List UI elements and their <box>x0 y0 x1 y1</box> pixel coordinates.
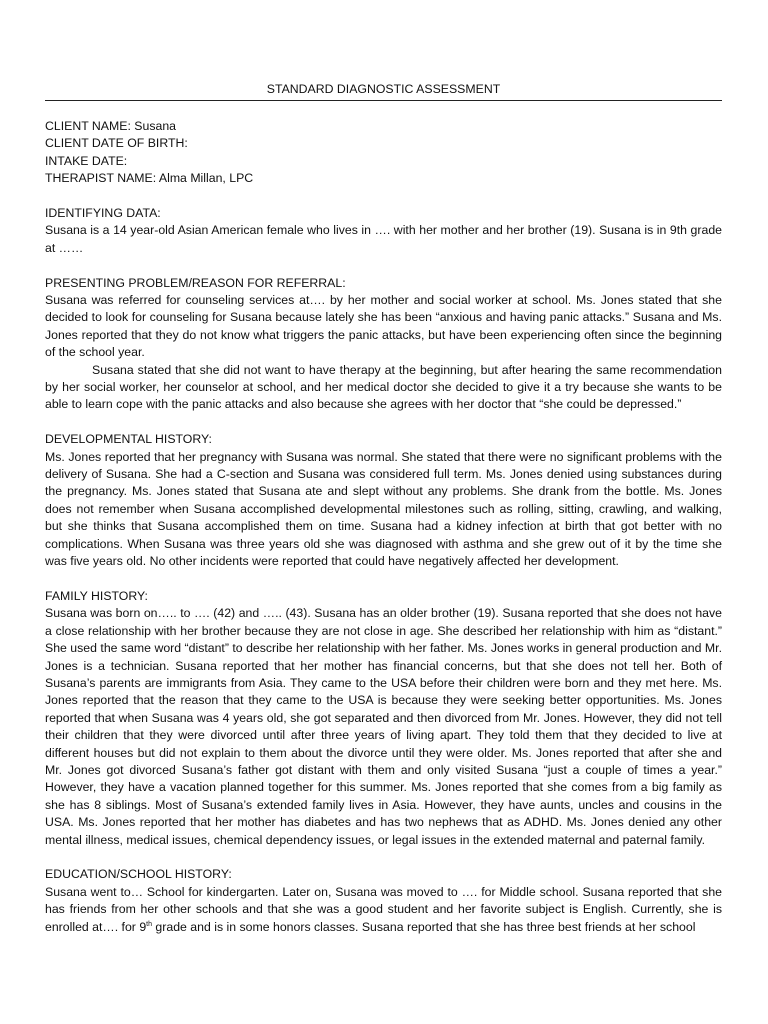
presenting-problem-heading: PRESENTING PROBLEM/REASON FOR REFERRAL: <box>45 275 346 290</box>
presenting-problem-section <box>45 275 722 414</box>
identifying-data-heading: IDENTIFYING DATA: <box>45 206 161 221</box>
therapist-name: THERAPIST NAME: Alma Millan, LPC <box>45 171 254 186</box>
education-history-heading: EDUCATION/SCHOOL HISTORY: <box>45 867 232 882</box>
developmental-history-text: Ms. Jones reported that her pregnancy with Susana was normal. She stated that there were no significant problems with the delivery of Susana. She had a C-section and Susana was considered full term. Ms. Jones denied using substances during the pregnancy. Ms. Jones stated that Susana ate and slept without any problems. She drank from the bottle. Ms. Jones does not remember when Susana accomplished developmental milestones such as rolling, sitting, crawling, and walking, but she thinks that Susana accomplished them on time. Susana had a kidney infection at birth that got better with no complications. When Susana was three years old she was diagnosed with asthma and she grew out of it by the time she was five years old. No other incidents were reported that could have negatively affected her development. <box>45 449 722 569</box>
education-history-text <box>45 884 722 936</box>
developmental-history-heading: DEVELOPMENTAL HISTORY: <box>45 432 212 447</box>
client-info <box>45 118 722 188</box>
identifying-data-text: Susana is a 14 year-old Asian American female who lives in …. with her mother and her brother (19). Susana is in 9th grade at …… <box>45 223 722 255</box>
intake-date: INTAKE DATE: <box>45 153 128 168</box>
document-title: STANDARD DIAGNOSTIC ASSESSMENT <box>45 81 722 101</box>
family-history-heading: FAMILY HISTORY: <box>45 588 148 603</box>
client-name: CLIENT NAME: Susana <box>45 119 176 133</box>
presenting-problem-paragraph-1: Susana was referred for counseling services at…. by her mother and social worker at school. Ms. Jones stated that she decided to look for counseling for Susana because lately she has been “anxious and having panic attacks.” Susana and Ms. Jones reported that they do not know what triggers the panic attacks, but have been experiencing often since the beginning of the school year. <box>45 293 722 360</box>
family-history-section <box>45 588 722 849</box>
client-dob: CLIENT DATE OF BIRTH: <box>45 136 188 151</box>
family-history-text: Susana was born on….. to …. (42) and ….. (43). Susana has an older brother (19). Susana reported that she does not have a close relationship with her brother because they are not close in age. She described her relationship with him as “distant.” She used the same word “distant” to describe her relationship with her father. Ms. Jones works in general production and Mr. Jones is a technician. Susana reported that her mother has financial concerns, but that she does not tell her. Both of Susana’s parents are immigrants from Asia. They came to the USA before their children were born and they met here. Ms. Jones reported that the reason that they came to the USA is because they were seeking better opportunities. Ms. Jones reported that when Susana was 4 years old, she got separated and then divorced from Mr. Jones. However, they did not tell their children that they were divorced until after three years of living apart. They told them that they decided to live at different houses but did not explain to them about the divorce until they were older. Ms. Jones reported that after she and Mr. Jones got divorced Susana’s father got distant with them and only visited Susana “just a couple of times a year.” However, they have a vacation planned together for this summer. Ms. Jones reported that she comes from a big family as she has 8 siblings. Most of Susana’s extended family lives in Asia. However, they have aunts, uncles and cousins in the USA. Ms. Jones reported that her mother has diabetes and has two nephews that as ADHD. Ms. Jones denied any other mental illness, medical issues, chemical dependency issues, or legal issues in the extended maternal and paternal family. <box>45 606 722 847</box>
education-text-part-2: grade and is in some honors classes. Susana reported that she has three best friends at her school <box>152 919 696 934</box>
ordinal-suffix: th <box>146 920 153 928</box>
identifying-data-section <box>45 205 722 257</box>
presenting-problem-paragraph-2: Susana stated that she did not want to have therapy at the beginning, but after hearing the same recommendation by her social worker, her counselor at school, and her medical doctor she decided to give it a try because she wants to be able to learn cope with the panic attacks and also because she agrees with her doctor that “she could be depressed.” <box>45 362 722 412</box>
education-history-section <box>45 866 722 936</box>
education-text-part-1: Susana went to… School for kindergarten. Later on, Susana was moved to …. for Middle school. Susana reported that she has friends from her other schools and that she was a good student and her favorite subject is English. Currently, she is enrolled at…. for 9 <box>45 884 722 934</box>
developmental-history-section <box>45 431 722 570</box>
